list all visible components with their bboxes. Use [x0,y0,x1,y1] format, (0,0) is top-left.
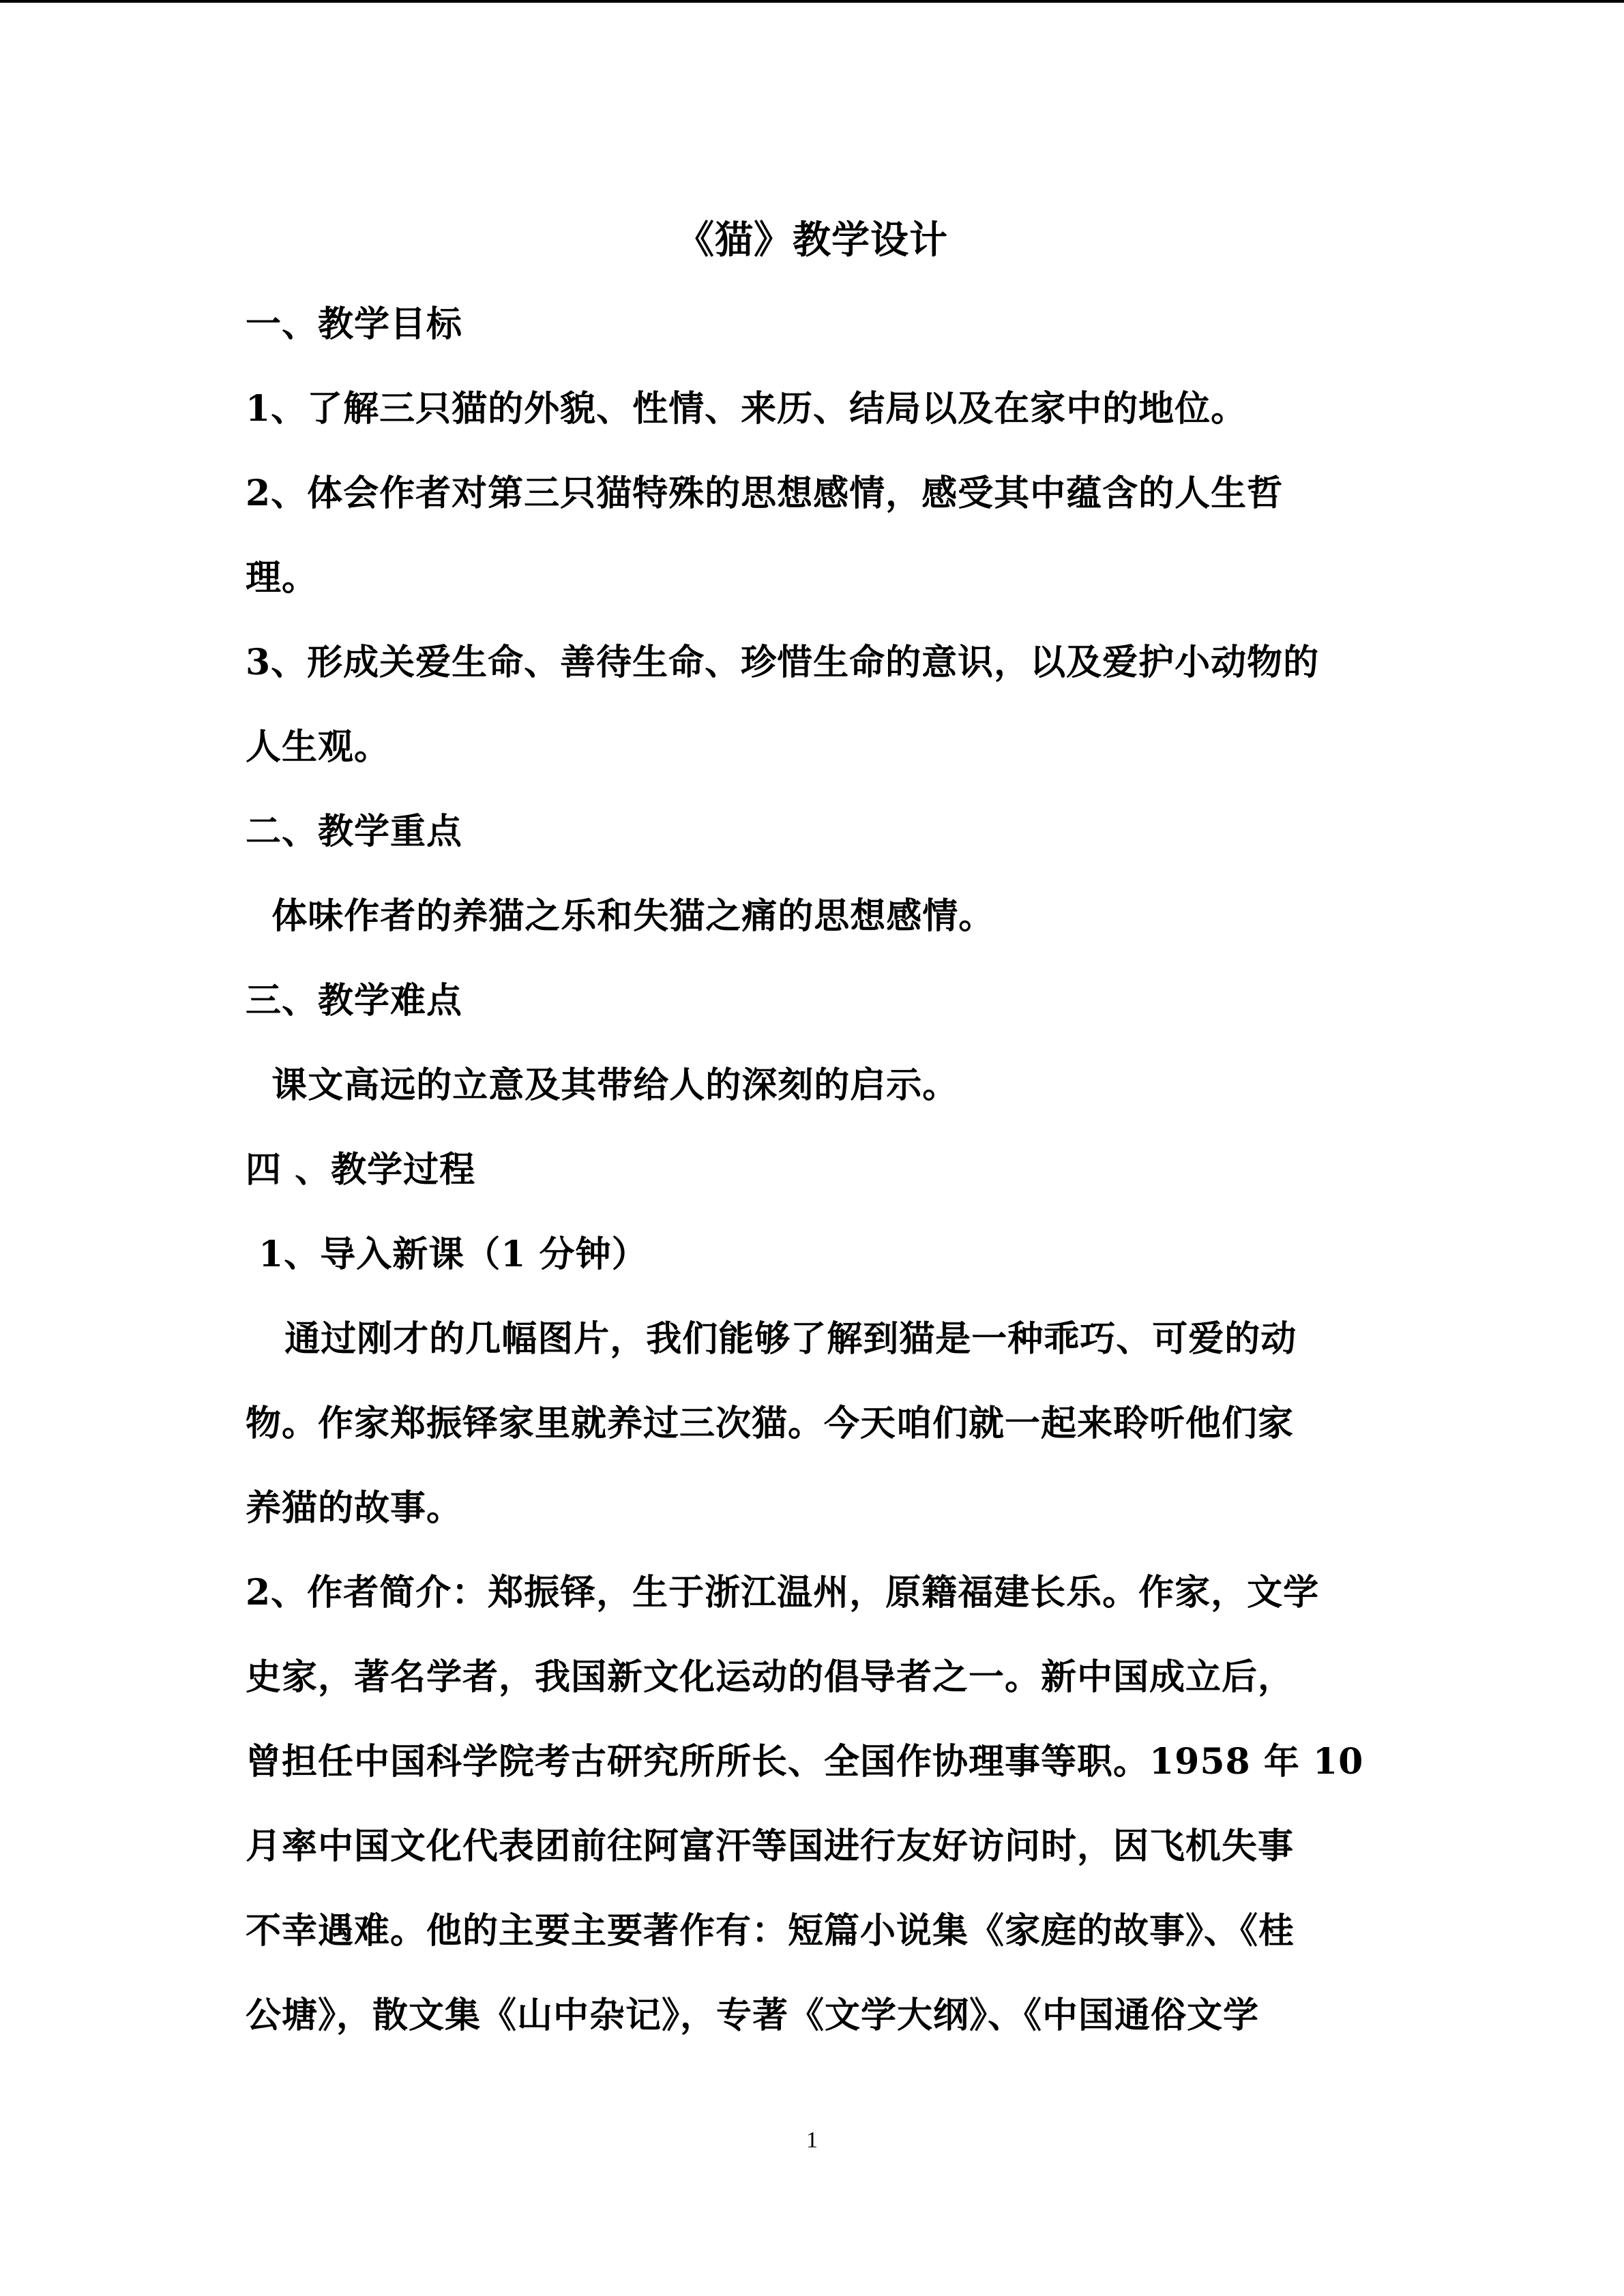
heading-teaching-objectives: 一、教学目标 [246,303,463,345]
intro-paragraph-line-3: 养猫的故事。 [246,1487,463,1529]
author-intro-line-5: 不幸遇难。他的主要主要著作有：短篇小说集《家庭的故事》、《桂 [246,1910,1295,1952]
heading-teaching-process: 四 、教学过程 [246,1149,476,1191]
objective-3-line-2: 人生观。 [246,726,391,768]
author-intro-line-6: 公塘》，散文集《山中杂记》，专著《文学大纲》、《中国通俗文学 [246,1995,1260,2036]
difficulties-text: 课文高远的立意及其带给人的深刻的启示。 [246,1064,959,1106]
heading-difficulties: 三、教学难点 [246,980,463,1022]
objective-2-line-1: 2、体会作者对第三只猫特殊的思想感情，感受其中蕴含的人生哲 [246,473,1284,514]
document-title: 《猫》教学设计 [676,218,948,263]
objective-3-line-1: 3、形成关爱生命、善待生命、珍惜生命的意识，以及爱护小动物的 [246,642,1320,683]
page-number: 1 [806,2128,818,2153]
author-intro-line-2: 史家，著名学者，我国新文化运动的倡导者之一。新中国成立后， [246,1656,1295,1698]
author-intro-line-1: 2、作者简介：郑振铎，生于浙江温州，原籍福建长乐。作家，文学 [246,1572,1320,1613]
process-step-1-heading: 1、导入新课（1 分钟） [246,1234,648,1275]
intro-paragraph-line-2: 物。作家郑振铎家里就养过三次猫。今天咱们就一起来聆听他们家 [246,1403,1295,1444]
top-border-line [0,0,1624,3]
key-points-text: 体味作者的养猫之乐和失猫之痛的思想感情。 [246,895,995,937]
author-intro-line-4: 月率中国文化代表团前往阿富汗等国进行友好访问时，因飞机失事 [246,1825,1295,1867]
objective-2-line-2: 理。 [246,557,319,599]
objective-1: 1、了解三只猫的外貌、性情、来历、结局以及在家中的地位。 [246,388,1247,430]
author-intro-line-3: 曾担任中国科学院考古研究所所长、全国作协理事等职。1958 年 10 [246,1741,1364,1783]
heading-key-points: 二、教学重点 [246,811,463,852]
intro-paragraph-line-1: 通过刚才的几幅图片，我们能够了解到猫是一种乖巧、可爱的动 [246,1318,1297,1360]
